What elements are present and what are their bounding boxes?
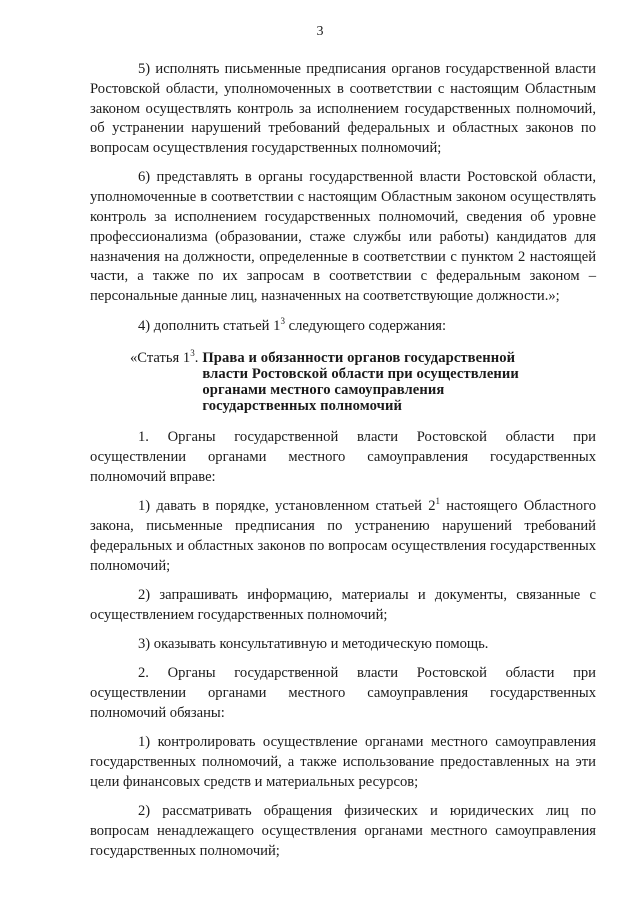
part-1-item-2: 2) запрашивать информацию, материалы и документы, связанные с осуществлением государственных полномочий;	[90, 586, 596, 623]
article-heading	[130, 350, 596, 414]
item-text-end: настоящего Областного закона, письменные предписания по устранению нарушений требований федеральных и областных законов по вопросам осуществления государственных полномочий;	[90, 498, 596, 574]
amendment-text: 4) дополнить статьей 1	[138, 317, 281, 334]
article-label	[130, 350, 198, 414]
superscript: 3	[280, 315, 285, 326]
paragraph-item-5: 5) исполнять письменные предписания органов государственной власти Ростовской области, уполномоченных в соответствии с настоящим Областным законом осуществлять контроль за исполнением государственных полномочий, об устранении нарушений требований федеральных и областных законов по вопросам осуществления государственных полномочий;	[90, 61, 596, 157]
amendment-instruction	[90, 317, 596, 337]
part-1-item-1	[90, 497, 596, 576]
part-2-item-2: 2) рассматривать обращения физических и юридических лиц по вопросам ненадлежащего осуществления органами местного самоуправления государственных полномочий;	[90, 803, 596, 859]
part-2: 2. Органы государственной власти Ростовской области при осуществлении органами местного самоуправления государственных полномочий обязаны:	[90, 665, 596, 721]
amendment-text-end: следующего содержания:	[284, 317, 447, 334]
article-label-text: «Статья 1	[130, 350, 191, 367]
document-body	[90, 60, 596, 871]
superscript: 1	[435, 496, 440, 507]
article-label-dot: .	[194, 350, 199, 367]
item-text: 1) давать в порядке, установленном статьей 2	[138, 498, 436, 515]
paragraph-item-6: 6) представлять в органы государственной власти Ростовской области, уполномоченные в соответствии с настоящим Областным законом осуществлять контроль за исполнением государственных полномочий, сведения об уровне профессионализма (образовании, стаже службы или работы) кандидатов для назначения на должности, определенные в соответствии с пунктом 2 настоящей части, а также по их запросам в соответствии с федеральным законом – персональные данные лиц, назначенных на соответствующие должности.»;	[90, 169, 596, 305]
part-1-item-3: 3) оказывать консультативную и методическую помощь.	[138, 636, 489, 653]
part-2-item-1: 1) контролировать осуществление органами местного самоуправления государственных полномочий, а также использование предоставленных на эти цели финансовых средств и материальных ресурсов;	[90, 734, 596, 790]
article-title: Права и обязанности органов государственной власти Ростовской области при осуществлении органами местного самоуправления государственных полномочий	[202, 350, 519, 415]
article-label-sup: 3	[190, 348, 195, 359]
part-1: 1. Органы государственной власти Ростовской области при осуществлении органами местного самоуправления государственных полномочий вправе:	[90, 429, 596, 485]
page-number: 3	[316, 24, 324, 39]
